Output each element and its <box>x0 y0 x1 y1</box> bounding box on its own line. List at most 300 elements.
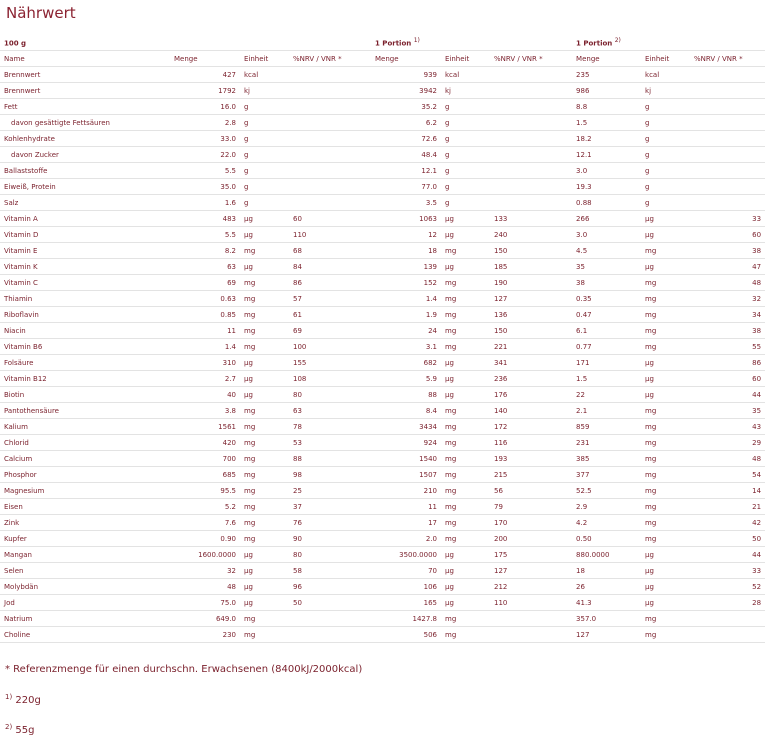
nutrient-name: Choline <box>0 627 170 643</box>
einheit-portion-2: mg <box>641 515 690 531</box>
einheit-portion-1: kj <box>441 83 490 99</box>
nrv-portion-2: 52 <box>690 579 765 595</box>
einheit-portion-2: mg <box>641 323 690 339</box>
footnote-1 <box>5 693 41 706</box>
nrv-100g <box>289 147 371 163</box>
einheit-portion-1: mg <box>441 435 490 451</box>
menge-portion-2: 859 <box>572 419 641 435</box>
menge-portion-1: 3500.0000 <box>371 547 441 563</box>
menge-100g: 48 <box>170 579 240 595</box>
nutrient-name: Folsäure <box>0 355 170 371</box>
nutrient-name: Phosphor <box>0 467 170 483</box>
einheit-portion-1: µg <box>441 579 490 595</box>
menge-portion-2: 0.88 <box>572 195 641 211</box>
nrv-100g: 50 <box>289 595 371 611</box>
nutrient-name: Chlorid <box>0 435 170 451</box>
einheit-100g: g <box>240 131 289 147</box>
einheit-portion-2: mg <box>641 627 690 643</box>
nrv-portion-1: 176 <box>490 387 572 403</box>
nrv-portion-1: 215 <box>490 467 572 483</box>
nutrient-name: Selen <box>0 563 170 579</box>
menge-100g: 69 <box>170 275 240 291</box>
einheit-portion-2: µg <box>641 595 690 611</box>
menge-portion-2: 0.47 <box>572 307 641 323</box>
nrv-portion-2: 38 <box>690 243 765 259</box>
menge-portion-1: 1.4 <box>371 291 441 307</box>
menge-100g: 700 <box>170 451 240 467</box>
nrv-100g: 100 <box>289 339 371 355</box>
menge-portion-1: 2.0 <box>371 531 441 547</box>
menge-portion-2: 0.50 <box>572 531 641 547</box>
einheit-portion-1: mg <box>441 611 490 627</box>
nrv-100g: 53 <box>289 435 371 451</box>
menge-portion-1: 70 <box>371 563 441 579</box>
einheit-portion-1: g <box>441 195 490 211</box>
nutrient-name: Ballaststoffe <box>0 163 170 179</box>
col-header-nrv: %NRV / VNR * <box>490 51 572 67</box>
menge-portion-2: 52.5 <box>572 483 641 499</box>
einheit-100g: mg <box>240 611 289 627</box>
menge-portion-2: 12.1 <box>572 147 641 163</box>
menge-100g: 22.0 <box>170 147 240 163</box>
group-header-row <box>0 34 765 51</box>
einheit-portion-2: mg <box>641 243 690 259</box>
menge-portion-1: 1.9 <box>371 307 441 323</box>
menge-portion-1: 8.4 <box>371 403 441 419</box>
einheit-portion-1: mg <box>441 419 490 435</box>
nrv-portion-1 <box>490 147 572 163</box>
menge-100g: 5.5 <box>170 227 240 243</box>
nutrient-row <box>0 307 765 323</box>
menge-100g: 35.0 <box>170 179 240 195</box>
einheit-100g: µg <box>240 227 289 243</box>
footnote-1-text: 220g <box>15 695 41 706</box>
footnote-2 <box>5 723 34 736</box>
einheit-100g: mg <box>240 307 289 323</box>
einheit-portion-1: g <box>441 179 490 195</box>
menge-portion-1: 24 <box>371 323 441 339</box>
group-header-100g: 100 g <box>0 34 371 51</box>
nutrient-row <box>0 435 765 451</box>
nutrient-name: Molybdän <box>0 579 170 595</box>
nutrient-name: Salz <box>0 195 170 211</box>
nrv-portion-2: 60 <box>690 371 765 387</box>
nutrient-name: Riboflavin <box>0 307 170 323</box>
einheit-100g: kj <box>240 83 289 99</box>
einheit-portion-2: mg <box>641 291 690 307</box>
menge-100g: 5.2 <box>170 499 240 515</box>
einheit-portion-1: g <box>441 147 490 163</box>
einheit-100g: µg <box>240 371 289 387</box>
nrv-100g: 69 <box>289 323 371 339</box>
nutrient-row <box>0 115 765 131</box>
nutrient-row <box>0 227 765 243</box>
nrv-100g: 60 <box>289 211 371 227</box>
menge-100g: 2.7 <box>170 371 240 387</box>
nrv-portion-1: 341 <box>490 355 572 371</box>
menge-100g: 427 <box>170 67 240 83</box>
nrv-100g <box>289 611 371 627</box>
einheit-portion-1: mg <box>441 451 490 467</box>
einheit-100g: g <box>240 195 289 211</box>
nrv-portion-2: 34 <box>690 307 765 323</box>
einheit-100g: g <box>240 163 289 179</box>
group-header-portion-1: 1 Portion $^{1)}$ <box>371 34 572 51</box>
nrv-portion-2: 32 <box>690 291 765 307</box>
einheit-portion-1: µg <box>441 227 490 243</box>
menge-portion-2: 235 <box>572 67 641 83</box>
nrv-portion-1 <box>490 99 572 115</box>
einheit-100g: mg <box>240 515 289 531</box>
col-header-menge: Menge <box>371 51 441 67</box>
nutrient-name: Biotin <box>0 387 170 403</box>
menge-100g: 1792 <box>170 83 240 99</box>
menge-100g: 7.6 <box>170 515 240 531</box>
menge-portion-1: 12.1 <box>371 163 441 179</box>
nrv-100g: 61 <box>289 307 371 323</box>
menge-portion-2: 1.5 <box>572 371 641 387</box>
einheit-portion-1: µg <box>441 355 490 371</box>
nrv-100g: 80 <box>289 547 371 563</box>
nrv-100g: 78 <box>289 419 371 435</box>
nutrient-name: Magnesium <box>0 483 170 499</box>
nrv-portion-2: 28 <box>690 595 765 611</box>
einheit-portion-2: g <box>641 147 690 163</box>
einheit-portion-2: mg <box>641 307 690 323</box>
nrv-100g: 90 <box>289 531 371 547</box>
nrv-portion-2: 14 <box>690 483 765 499</box>
menge-portion-2: 22 <box>572 387 641 403</box>
einheit-portion-1: mg <box>441 483 490 499</box>
einheit-portion-1: kcal <box>441 67 490 83</box>
einheit-portion-2: mg <box>641 451 690 467</box>
einheit-100g: mg <box>240 451 289 467</box>
einheit-100g: mg <box>240 275 289 291</box>
nutrient-row <box>0 483 765 499</box>
einheit-100g: mg <box>240 291 289 307</box>
nrv-portion-2: 54 <box>690 467 765 483</box>
einheit-portion-1: µg <box>441 563 490 579</box>
nrv-portion-1 <box>490 627 572 643</box>
menge-100g: 5.5 <box>170 163 240 179</box>
nrv-portion-2 <box>690 147 765 163</box>
menge-portion-1: 506 <box>371 627 441 643</box>
nrv-100g: 110 <box>289 227 371 243</box>
menge-100g: 16.0 <box>170 99 240 115</box>
nrv-100g: 57 <box>289 291 371 307</box>
nrv-100g <box>289 131 371 147</box>
menge-portion-1: 3942 <box>371 83 441 99</box>
nrv-portion-2: 33 <box>690 563 765 579</box>
einheit-100g: µg <box>240 387 289 403</box>
nutrient-row <box>0 531 765 547</box>
menge-portion-2: 0.35 <box>572 291 641 307</box>
einheit-portion-2: kj <box>641 83 690 99</box>
menge-portion-1: 152 <box>371 275 441 291</box>
nrv-portion-2: 38 <box>690 323 765 339</box>
nutrient-name: Zink <box>0 515 170 531</box>
nrv-portion-1: 150 <box>490 243 572 259</box>
nrv-100g <box>289 179 371 195</box>
menge-100g: 649.0 <box>170 611 240 627</box>
einheit-100g: mg <box>240 627 289 643</box>
nutrient-name: Fett <box>0 99 170 115</box>
nrv-100g: 68 <box>289 243 371 259</box>
menge-portion-1: 5.9 <box>371 371 441 387</box>
nrv-portion-1: 133 <box>490 211 572 227</box>
menge-portion-1: 3434 <box>371 419 441 435</box>
menge-portion-1: 77.0 <box>371 179 441 195</box>
menge-100g: 33.0 <box>170 131 240 147</box>
einheit-portion-2: g <box>641 115 690 131</box>
nrv-portion-2 <box>690 83 765 99</box>
menge-portion-2: 127 <box>572 627 641 643</box>
menge-portion-1: 165 <box>371 595 441 611</box>
nrv-portion-2 <box>690 627 765 643</box>
menge-portion-1: 1507 <box>371 467 441 483</box>
einheit-portion-2: µg <box>641 259 690 275</box>
nutrient-name: Natrium <box>0 611 170 627</box>
footnote-reference: * Referenzmenge für einen durchschn. Erwachsenen (8400kJ/2000kcal) <box>5 664 363 675</box>
einheit-portion-2: µg <box>641 227 690 243</box>
einheit-portion-2: mg <box>641 467 690 483</box>
nrv-portion-2: 43 <box>690 419 765 435</box>
footnote-1-marker: 1) <box>5 693 13 701</box>
nutrient-row <box>0 147 765 163</box>
menge-portion-2: 4.2 <box>572 515 641 531</box>
menge-portion-1: 88 <box>371 387 441 403</box>
menge-portion-2: 357.0 <box>572 611 641 627</box>
col-header-menge: Menge <box>572 51 641 67</box>
nutrient-name: Eiweiß, Protein <box>0 179 170 195</box>
nrv-portion-2: 48 <box>690 275 765 291</box>
menge-100g: 8.2 <box>170 243 240 259</box>
nrv-portion-2 <box>690 611 765 627</box>
einheit-portion-1: µg <box>441 547 490 563</box>
nrv-portion-2 <box>690 195 765 211</box>
nrv-100g: 76 <box>289 515 371 531</box>
einheit-portion-2: kcal <box>641 67 690 83</box>
einheit-100g: µg <box>240 563 289 579</box>
nrv-portion-2: 55 <box>690 339 765 355</box>
einheit-portion-2: g <box>641 131 690 147</box>
nrv-portion-1: 212 <box>490 579 572 595</box>
nutrient-row <box>0 627 765 643</box>
nutrient-name: Mangan <box>0 547 170 563</box>
menge-100g: 0.63 <box>170 291 240 307</box>
col-header-nrv: %NRV / VNR * <box>289 51 371 67</box>
nutrient-name: Vitamin E <box>0 243 170 259</box>
nrv-portion-2: 21 <box>690 499 765 515</box>
nrv-portion-1: 170 <box>490 515 572 531</box>
menge-100g: 40 <box>170 387 240 403</box>
einheit-portion-2: mg <box>641 611 690 627</box>
nutrient-name: Vitamin B6 <box>0 339 170 355</box>
menge-portion-2: 385 <box>572 451 641 467</box>
nrv-portion-2 <box>690 131 765 147</box>
nutrient-name: davon Zucker <box>0 147 170 163</box>
nutrient-name: Vitamin C <box>0 275 170 291</box>
nutrient-row <box>0 163 765 179</box>
nrv-portion-2 <box>690 179 765 195</box>
menge-portion-2: 880.0000 <box>572 547 641 563</box>
nutrient-row <box>0 563 765 579</box>
menge-portion-2: 18.2 <box>572 131 641 147</box>
einheit-100g: mg <box>240 531 289 547</box>
einheit-portion-2: µg <box>641 211 690 227</box>
menge-portion-2: 377 <box>572 467 641 483</box>
menge-portion-2: 2.9 <box>572 499 641 515</box>
nrv-portion-1 <box>490 115 572 131</box>
nutrient-row <box>0 467 765 483</box>
nutrient-row <box>0 451 765 467</box>
nutrient-name: Brennwert <box>0 83 170 99</box>
menge-100g: 0.90 <box>170 531 240 547</box>
nrv-100g <box>289 195 371 211</box>
nutrient-name: Vitamin A <box>0 211 170 227</box>
col-header-einheit: Einheit <box>240 51 289 67</box>
einheit-portion-1: g <box>441 99 490 115</box>
nutrient-row <box>0 67 765 83</box>
nrv-100g <box>289 83 371 99</box>
nrv-portion-1 <box>490 163 572 179</box>
menge-100g: 310 <box>170 355 240 371</box>
menge-portion-1: 1427.8 <box>371 611 441 627</box>
nrv-portion-1: 175 <box>490 547 572 563</box>
menge-portion-2: 1.5 <box>572 115 641 131</box>
menge-100g: 1.6 <box>170 195 240 211</box>
nutrient-name: Vitamin B12 <box>0 371 170 387</box>
einheit-100g: g <box>240 115 289 131</box>
nrv-portion-1: 127 <box>490 563 572 579</box>
einheit-portion-1: mg <box>441 243 490 259</box>
einheit-portion-1: mg <box>441 323 490 339</box>
nutrient-name: Kohlenhydrate <box>0 131 170 147</box>
einheit-portion-1: mg <box>441 403 490 419</box>
einheit-portion-2: mg <box>641 275 690 291</box>
einheit-portion-1: g <box>441 131 490 147</box>
menge-portion-2: 6.1 <box>572 323 641 339</box>
nrv-portion-2: 29 <box>690 435 765 451</box>
menge-portion-1: 6.2 <box>371 115 441 131</box>
menge-100g: 1.4 <box>170 339 240 355</box>
einheit-portion-2: g <box>641 99 690 115</box>
nrv-100g: 88 <box>289 451 371 467</box>
nrv-portion-2: 33 <box>690 211 765 227</box>
nrv-portion-1: 200 <box>490 531 572 547</box>
nutrient-row <box>0 595 765 611</box>
nutrient-row <box>0 355 765 371</box>
nrv-portion-2: 86 <box>690 355 765 371</box>
einheit-portion-2: µg <box>641 355 690 371</box>
nrv-100g: 25 <box>289 483 371 499</box>
nrv-100g <box>289 99 371 115</box>
einheit-100g: mg <box>240 339 289 355</box>
einheit-portion-1: µg <box>441 259 490 275</box>
nutrient-name: Calcium <box>0 451 170 467</box>
menge-100g: 95.5 <box>170 483 240 499</box>
nrv-portion-1: 193 <box>490 451 572 467</box>
nrv-portion-1: 221 <box>490 339 572 355</box>
nutrient-row <box>0 323 765 339</box>
einheit-portion-2: µg <box>641 387 690 403</box>
nutrient-name: Thiamin <box>0 291 170 307</box>
nrv-portion-2: 44 <box>690 547 765 563</box>
menge-100g: 0.85 <box>170 307 240 323</box>
einheit-portion-1: mg <box>441 467 490 483</box>
nutrient-row <box>0 243 765 259</box>
nrv-portion-1: 140 <box>490 403 572 419</box>
menge-portion-2: 8.8 <box>572 99 641 115</box>
nrv-100g: 80 <box>289 387 371 403</box>
einheit-portion-2: g <box>641 195 690 211</box>
menge-100g: 1561 <box>170 419 240 435</box>
nutrient-row <box>0 515 765 531</box>
nrv-portion-1: 56 <box>490 483 572 499</box>
nrv-100g <box>289 67 371 83</box>
menge-portion-1: 3.1 <box>371 339 441 355</box>
nrv-portion-2: 50 <box>690 531 765 547</box>
nutrient-row <box>0 291 765 307</box>
nrv-portion-1: 110 <box>490 595 572 611</box>
nrv-portion-2 <box>690 67 765 83</box>
nutrient-row <box>0 339 765 355</box>
nutrient-row <box>0 179 765 195</box>
menge-portion-2: 41.3 <box>572 595 641 611</box>
nrv-portion-1: 127 <box>490 291 572 307</box>
menge-100g: 2.8 <box>170 115 240 131</box>
einheit-portion-2: mg <box>641 339 690 355</box>
nutrient-name: Niacin <box>0 323 170 339</box>
nutrition-table <box>0 34 765 643</box>
menge-100g: 1600.0000 <box>170 547 240 563</box>
einheit-portion-2: µg <box>641 579 690 595</box>
nrv-portion-1 <box>490 83 572 99</box>
nrv-portion-2: 35 <box>690 403 765 419</box>
footnote-2-marker: 2) <box>5 723 13 731</box>
column-header-row <box>0 51 765 67</box>
nrv-portion-1: 240 <box>490 227 572 243</box>
menge-100g: 32 <box>170 563 240 579</box>
menge-portion-1: 924 <box>371 435 441 451</box>
group-header-portion-2: 1 Portion $^{2)}$ <box>572 34 765 51</box>
nrv-portion-1 <box>490 131 572 147</box>
nrv-100g: 155 <box>289 355 371 371</box>
menge-100g: 75.0 <box>170 595 240 611</box>
einheit-portion-1: mg <box>441 339 490 355</box>
nrv-portion-2 <box>690 99 765 115</box>
menge-portion-2: 19.3 <box>572 179 641 195</box>
einheit-portion-2: mg <box>641 403 690 419</box>
nutrient-name: Vitamin K <box>0 259 170 275</box>
einheit-100g: µg <box>240 595 289 611</box>
einheit-100g: mg <box>240 467 289 483</box>
nutrient-row <box>0 211 765 227</box>
einheit-portion-2: g <box>641 179 690 195</box>
nrv-100g: 98 <box>289 467 371 483</box>
einheit-portion-1: mg <box>441 291 490 307</box>
menge-portion-1: 11 <box>371 499 441 515</box>
einheit-100g: µg <box>240 547 289 563</box>
einheit-100g: µg <box>240 579 289 595</box>
menge-portion-1: 1540 <box>371 451 441 467</box>
footnote-2-text: 55g <box>15 725 35 736</box>
einheit-portion-1: mg <box>441 307 490 323</box>
menge-portion-2: 266 <box>572 211 641 227</box>
nutrient-name: Eisen <box>0 499 170 515</box>
menge-portion-2: 38 <box>572 275 641 291</box>
nutrient-row <box>0 611 765 627</box>
